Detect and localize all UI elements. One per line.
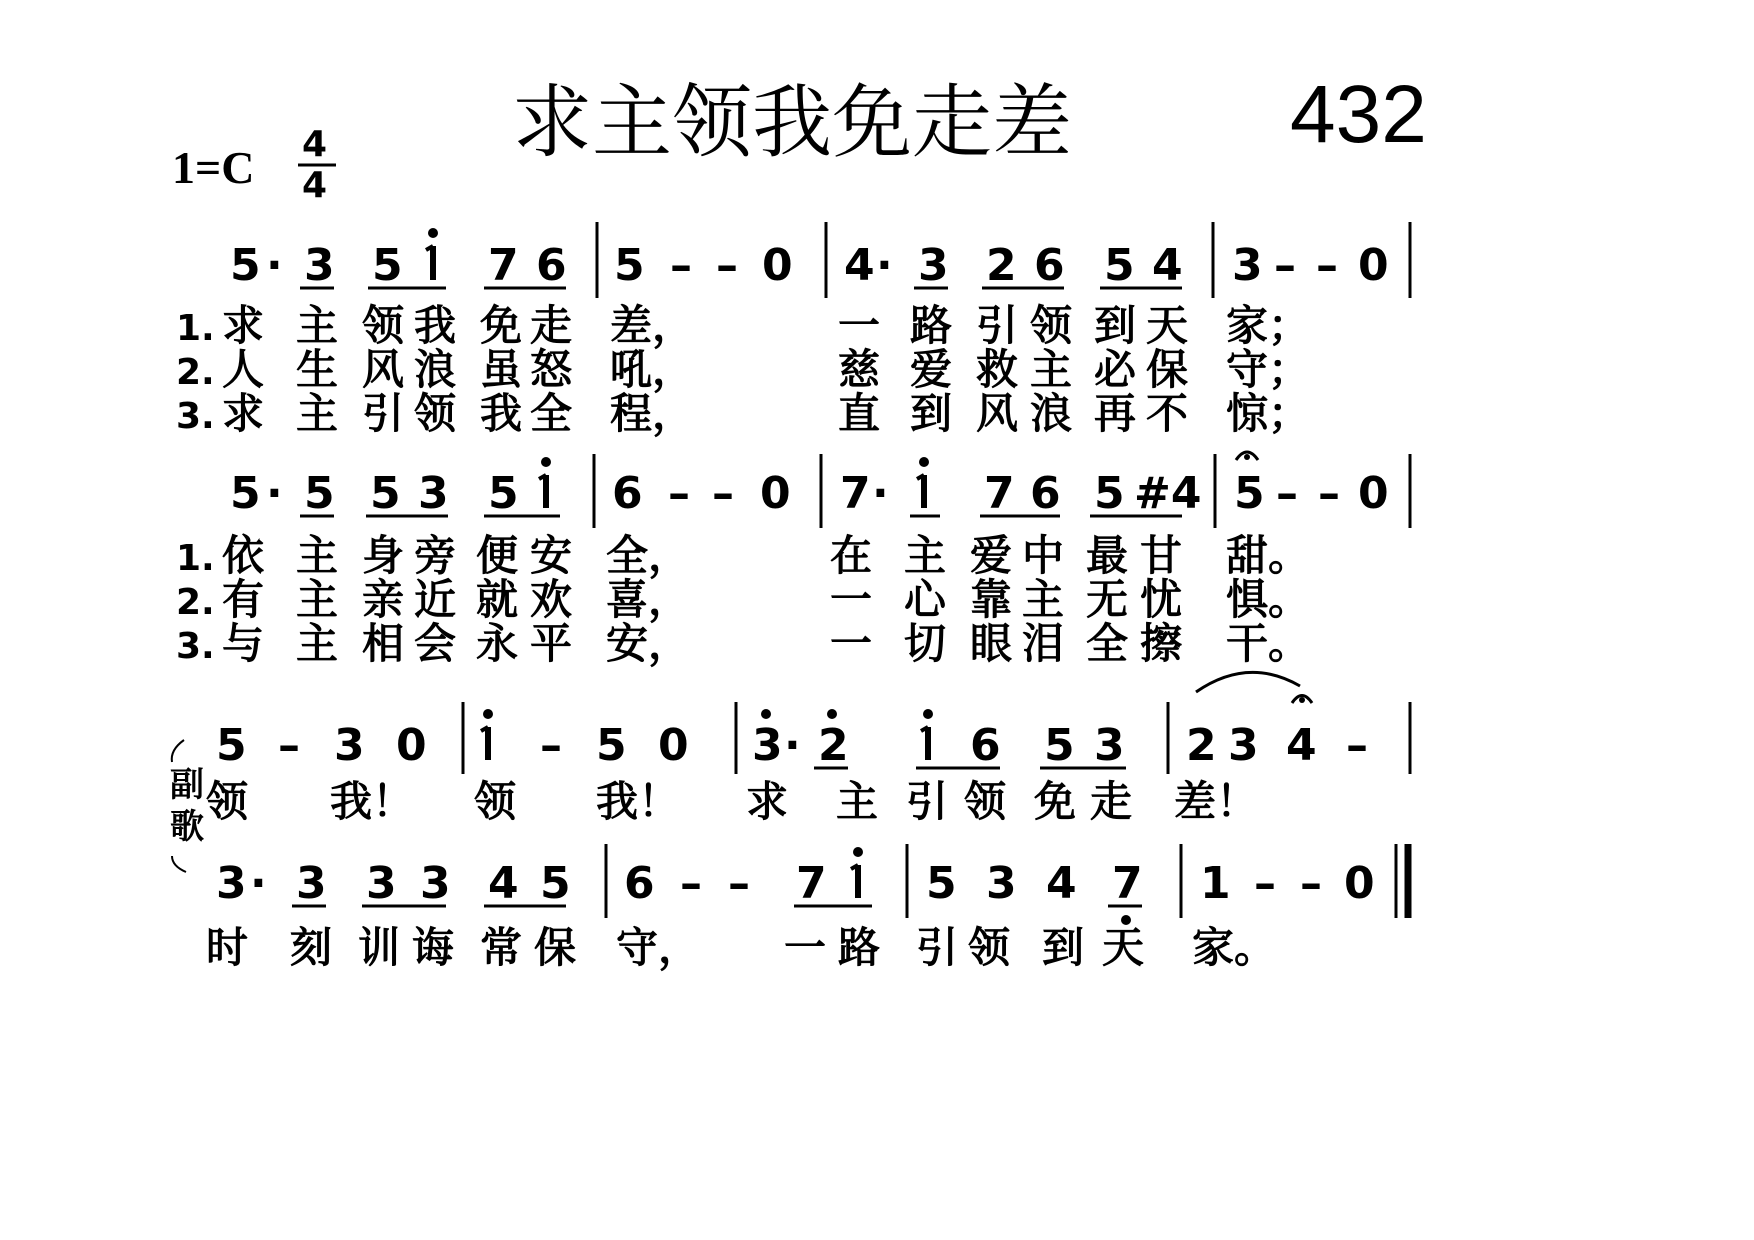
note: 5 [540, 858, 571, 909]
lyric-char: 家。 [1192, 923, 1277, 972]
lyric-char: 求 [222, 389, 265, 438]
lyric-char: 1. [176, 538, 215, 579]
lyric-char: 主 [296, 531, 339, 580]
lyric-char: 擦 [1140, 619, 1183, 668]
dash: – [1300, 858, 1322, 909]
note: 0 [1344, 858, 1375, 909]
system-2-lyrics [176, 531, 1310, 668]
lyric-char: 风 [976, 389, 1019, 438]
lyric-char: 一 [838, 301, 881, 350]
verse-3 [176, 619, 1310, 668]
lyric-char: 主 [1030, 345, 1073, 394]
lyric-char: 主 [904, 531, 947, 580]
hymn-title: 求主领我免走差 [512, 76, 1072, 169]
note: 7 [796, 858, 827, 909]
lyric-char: 引 [906, 777, 949, 826]
lyric-char: 主 [296, 619, 339, 668]
lyric-char: 身 [362, 531, 405, 580]
high-octave-dot [541, 457, 551, 467]
lyric-char: 与 [222, 619, 265, 668]
note: 0 [1358, 468, 1389, 519]
lyric-char: 领 [1030, 301, 1073, 350]
lyric-char: 甘 [1140, 531, 1183, 580]
lyric-char: 我 [414, 301, 457, 350]
note: 5 [230, 468, 261, 519]
note: 5 [304, 468, 335, 519]
time-signature-bottom: 4 [302, 165, 328, 206]
lyric-char: 走 [530, 301, 573, 350]
high-octave-dot [853, 847, 863, 857]
lyric-char: 欢 [530, 575, 573, 624]
lyric-char: 爱 [970, 531, 1013, 580]
lyric-char: 时 [206, 923, 249, 972]
lyric-char: 差！ [1174, 777, 1259, 826]
lyric-char: 心 [904, 575, 947, 624]
lyric-char: 有 [222, 575, 265, 624]
verse-3 [176, 389, 1310, 438]
note: 0 [1358, 240, 1389, 291]
verse-1 [176, 531, 1310, 580]
lyric-char: 全， [606, 531, 691, 580]
dash: – [680, 858, 702, 909]
note: 3 [296, 858, 327, 909]
lyric-char: 保 [534, 923, 577, 972]
note: 7 [1112, 858, 1143, 909]
note: 5 [370, 468, 401, 519]
high-octave-dot [919, 457, 929, 467]
verse-1 [176, 301, 1310, 350]
note: 5 [372, 240, 403, 291]
note: 3 [918, 240, 949, 291]
dash: – [668, 468, 690, 519]
lyric-char: 3. [176, 626, 215, 667]
lyric-char: 引 [916, 923, 959, 972]
dash: – [1318, 468, 1340, 519]
note: 0 [762, 240, 793, 291]
note: 6 [536, 240, 567, 291]
lyric-char: 全 [1086, 619, 1129, 668]
dash: – [712, 468, 734, 519]
dash: – [540, 720, 562, 771]
lyric-char: 惊； [1226, 389, 1311, 438]
lyric-char: 旁 [414, 531, 457, 580]
lyric-char: 安， [606, 619, 691, 668]
dash: – [728, 858, 750, 909]
lyric-char: 领 [964, 777, 1007, 826]
dash: – [1346, 720, 1368, 771]
note: 1 [1200, 858, 1231, 909]
dash: – [1316, 240, 1338, 291]
note: 3 [420, 858, 451, 909]
system-3-notes [216, 720, 1368, 771]
lyric-char: 风 [362, 345, 405, 394]
note: 5 [488, 468, 519, 519]
lyric-char: 主 [296, 575, 339, 624]
note: 7 [984, 468, 1015, 519]
lyric-char: 2. [176, 352, 215, 393]
lyric-char: 相 [362, 619, 405, 668]
high-octave-dot [761, 709, 771, 719]
lyric-char: 到 [1042, 923, 1085, 972]
note: 4 [1046, 858, 1077, 909]
high-octave-dot [923, 709, 933, 719]
lyric-char: 不 [1146, 389, 1189, 438]
lyric-char: 领 [414, 389, 457, 438]
time-signature-top: 4 [302, 124, 328, 165]
dash: – [1276, 468, 1298, 519]
lyric-char: 吼， [610, 345, 695, 394]
note: #4 [1134, 468, 1202, 519]
system-3-lyrics [206, 777, 1258, 826]
note: 3 [334, 720, 365, 771]
lyric-char: 诲 [412, 923, 455, 972]
lyric-char: 人 [222, 345, 265, 394]
lyric-char: 主 [296, 301, 339, 350]
note: 7 [488, 240, 519, 291]
system-1-notes [230, 240, 1389, 291]
lyric-char: 切 [904, 619, 947, 668]
lyric-char: 引 [362, 389, 405, 438]
lyric-char: 常 [480, 923, 523, 972]
lyric-char: 浪 [1030, 389, 1073, 438]
note: 5 [926, 858, 957, 909]
lyric-char: 安 [530, 531, 573, 580]
lyric-char: 泪 [1022, 619, 1065, 668]
high-octave-dot [827, 709, 837, 719]
lyric-char: 训 [358, 923, 401, 972]
lyric-char: 依 [222, 531, 265, 580]
dash: – [716, 240, 738, 291]
lyric-char: 惧。 [1226, 575, 1311, 624]
lyric-char: 求 [222, 301, 265, 350]
chorus-label: 歌 [170, 807, 204, 847]
dot: · [872, 468, 889, 519]
lyric-char: 我！ [330, 777, 415, 826]
note: 5 [230, 240, 261, 291]
lyric-char: 2. [176, 582, 215, 623]
lyric-char: 求 [746, 777, 789, 826]
system-4-notes [216, 858, 1375, 909]
lyric-char: 生 [296, 345, 339, 394]
note: 4 [1286, 720, 1317, 771]
lyric-char: 天 [1146, 301, 1189, 350]
lyric-char: 一 [830, 575, 873, 624]
lyric-char: 走 [1090, 777, 1133, 826]
lyric-char: 免 [1034, 777, 1077, 826]
lyric-char: 路 [910, 301, 953, 350]
lyric-char: 领 [474, 777, 517, 826]
note: 2 [1186, 720, 1217, 771]
lyric-char: 就 [476, 575, 519, 624]
dash: – [1274, 240, 1296, 291]
lyric-char: 靠 [970, 575, 1013, 624]
note: 4 [844, 240, 875, 291]
lyric-char: 最 [1086, 531, 1129, 580]
note: 6 [624, 858, 655, 909]
note: 5 [1094, 468, 1125, 519]
high-octave-dot [428, 228, 438, 238]
note: 4 [1152, 240, 1183, 291]
dot: · [266, 468, 283, 519]
note: 3 [1094, 720, 1125, 771]
dot: · [266, 240, 283, 291]
note: 5 [1234, 468, 1265, 519]
note: 3 [1228, 720, 1259, 771]
dot: · [250, 858, 267, 909]
lyric-char: 主 [836, 777, 879, 826]
lyric-char: 守； [1226, 345, 1311, 394]
note: 6 [1030, 468, 1061, 519]
note: 3 [216, 858, 247, 909]
hymn-number: 432 [1290, 69, 1427, 160]
note: 4 [488, 858, 519, 909]
note: 6 [970, 720, 1001, 771]
chorus-bracket-top [172, 740, 184, 762]
lyric-char: 爱 [910, 345, 953, 394]
note: 2 [818, 720, 849, 771]
lyric-char: 天 [1102, 923, 1145, 972]
lyric-char: 保 [1146, 345, 1189, 394]
note: 3 [752, 720, 783, 771]
lyric-char: 在 [830, 531, 873, 580]
lyric-char: 必 [1094, 345, 1137, 394]
note: 3 [986, 858, 1017, 909]
lyric-char: 喜， [606, 575, 691, 624]
system-4-lyrics [206, 923, 1276, 972]
note: 5 [1104, 240, 1135, 291]
note: 5 [614, 240, 645, 291]
lyric-char: 主 [1022, 575, 1065, 624]
lyric-char: 程， [610, 389, 695, 438]
dash: – [1254, 858, 1276, 909]
verse-2 [176, 575, 1310, 624]
lyric-char: 差， [610, 301, 695, 350]
slur [1196, 672, 1300, 692]
note: 5 [1044, 720, 1075, 771]
lyric-char: 眼 [970, 619, 1013, 668]
note: 0 [658, 720, 689, 771]
lyric-char: 平 [530, 619, 573, 668]
lyric-char: 刻 [290, 923, 333, 972]
lyric-char: 一 [830, 619, 873, 668]
note: 6 [1034, 240, 1065, 291]
lyric-char: 一 [784, 923, 827, 972]
lyric-char: 领 [968, 923, 1011, 972]
lyric-char: 免 [480, 301, 523, 350]
lyric-char: 甜。 [1226, 531, 1311, 580]
note: 3 [1232, 240, 1263, 291]
lyric-char: 我！ [596, 777, 681, 826]
note: 7 [840, 468, 871, 519]
lyric-char: 我 [480, 389, 523, 438]
chorus-label: 副 [170, 765, 204, 805]
verse-2 [176, 345, 1310, 394]
lyric-char: 主 [296, 389, 339, 438]
lyric-char: 慈 [838, 345, 881, 394]
note: 3 [304, 240, 335, 291]
key-signature: 1=C [172, 142, 255, 193]
lyric-char: 到 [1094, 301, 1137, 350]
lyric-char: 浪 [414, 345, 457, 394]
lyric-char: 近 [414, 575, 457, 624]
note: 3 [366, 858, 397, 909]
lyric-char: 引 [976, 301, 1019, 350]
lyric-char: 忧 [1140, 575, 1183, 624]
lyric-char: 中 [1022, 531, 1065, 580]
lyric-char: 再 [1094, 389, 1137, 438]
note: 6 [612, 468, 643, 519]
lyric-char: 救 [976, 345, 1019, 394]
dot: · [876, 240, 893, 291]
note: 3 [418, 468, 449, 519]
lyric-char: 全 [530, 389, 573, 438]
lyric-char: 虽 [480, 345, 523, 394]
note: 5 [596, 720, 627, 771]
lyric-char: 永 [476, 619, 519, 668]
note: 5 [216, 720, 247, 771]
lyric-char: 会 [414, 619, 457, 668]
lyric-char: 1. [176, 308, 215, 349]
lyric-char: 无 [1086, 575, 1129, 624]
lyric-char: 亲 [362, 575, 405, 624]
dot: · [784, 720, 801, 771]
dash: – [278, 720, 300, 771]
lyric-char: 家； [1226, 301, 1311, 350]
chorus-bracket-bottom [172, 856, 186, 872]
lyric-char: 领 [206, 777, 249, 826]
lyric-char: 3. [176, 396, 215, 437]
note: 0 [396, 720, 427, 771]
lyric-char: 领 [362, 301, 405, 350]
lyric-char: 直 [838, 389, 881, 438]
note: 2 [986, 240, 1017, 291]
lyric-char: 便 [476, 531, 519, 580]
high-octave-dot [483, 709, 493, 719]
system-1-lyrics [176, 301, 1310, 438]
dash: – [670, 240, 692, 291]
note: 0 [760, 468, 791, 519]
lyric-char: 怒 [530, 345, 573, 394]
lyric-char: 守， [616, 923, 701, 972]
lyric-char: 干。 [1226, 619, 1311, 668]
lyric-char: 到 [910, 389, 953, 438]
lyric-char: 路 [838, 923, 881, 972]
